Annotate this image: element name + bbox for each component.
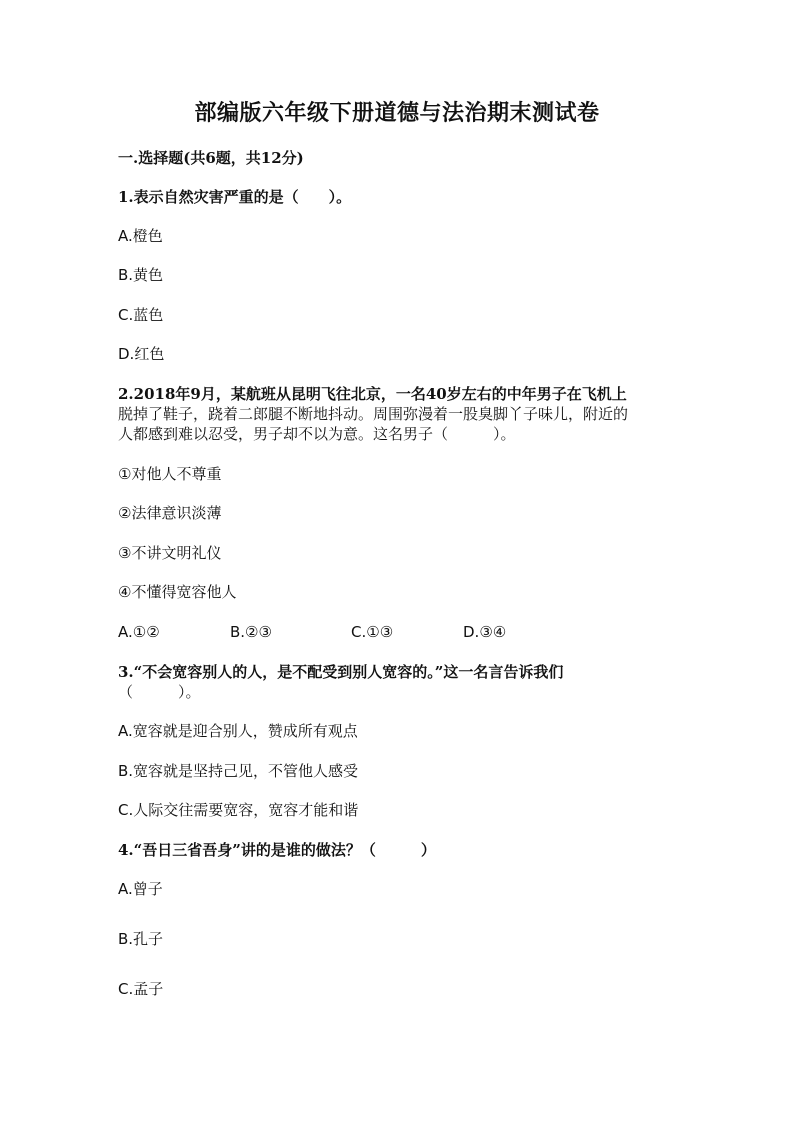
question-1-option-c[interactable]: C.蓝色 bbox=[118, 306, 164, 324]
question-1-option-d[interactable]: D.红色 bbox=[118, 345, 165, 363]
question-4-option-c[interactable]: C.孟子 bbox=[118, 980, 164, 998]
question-2-choice-c[interactable]: C.①③ bbox=[351, 623, 394, 641]
question-2-statement-1: ①对他人不尊重 bbox=[118, 465, 222, 483]
question-2-statement-3: ③不讲文明礼仪 bbox=[118, 544, 222, 562]
question-4-option-b[interactable]: B.孔子 bbox=[118, 930, 164, 948]
question-3-option-a[interactable]: A.宽容就是迎合别人，赞成所有观点 bbox=[118, 722, 358, 740]
question-2-statement-4: ④不懂得宽容他人 bbox=[118, 583, 237, 601]
question-2-statement-2: ②法律意识淡薄 bbox=[118, 504, 222, 522]
question-1-option-b[interactable]: B.黄色 bbox=[118, 266, 164, 284]
question-3-option-c[interactable]: C.人际交往需要宽容，宽容才能和谐 bbox=[118, 801, 359, 819]
question-1-option-a[interactable]: A.橙色 bbox=[118, 227, 163, 245]
question-4-option-a[interactable]: A.曾子 bbox=[118, 880, 163, 898]
question-1-stem: 1.表示自然灾害严重的是（ ）。 bbox=[118, 188, 352, 206]
section-heading: 一.选择题(共6题，共12分) bbox=[118, 149, 304, 167]
question-2-stem-line-1: 2.2018年9月，某航班从昆明飞往北京，一名40岁左右的中年男子在飞机上 bbox=[118, 385, 627, 403]
question-3-option-b[interactable]: B.宽容就是坚持己见，不管他人感受 bbox=[118, 762, 359, 780]
question-2-choice-a[interactable]: A.①② bbox=[118, 623, 160, 641]
question-3-stem-line-1: 3.“不会宽容别人的人，是不配受到别人宽容的。”这一名言告诉我们 bbox=[118, 663, 564, 681]
question-2-stem-line-2: 脱掉了鞋子，跷着二郎腿不断地抖动。周围弥漫着一股臭脚丫子味儿，附近的 bbox=[118, 405, 629, 423]
question-2-choice-d[interactable]: D.③④ bbox=[463, 623, 507, 641]
question-4-stem: 4.“吾日三省吾身”讲的是谁的做法？（ ） bbox=[118, 841, 436, 859]
question-3-stem-line-2: （ ）。 bbox=[118, 683, 201, 701]
question-2-choice-b[interactable]: B.②③ bbox=[230, 623, 272, 641]
page-title: 部编版六年级下册道德与法治期末测试卷 bbox=[194, 100, 600, 126]
question-2-choices bbox=[118, 622, 538, 642]
question-2-stem-line-3: 人都感到难以忍受，男子却不以为意。这名男子（ ）。 bbox=[118, 425, 516, 443]
